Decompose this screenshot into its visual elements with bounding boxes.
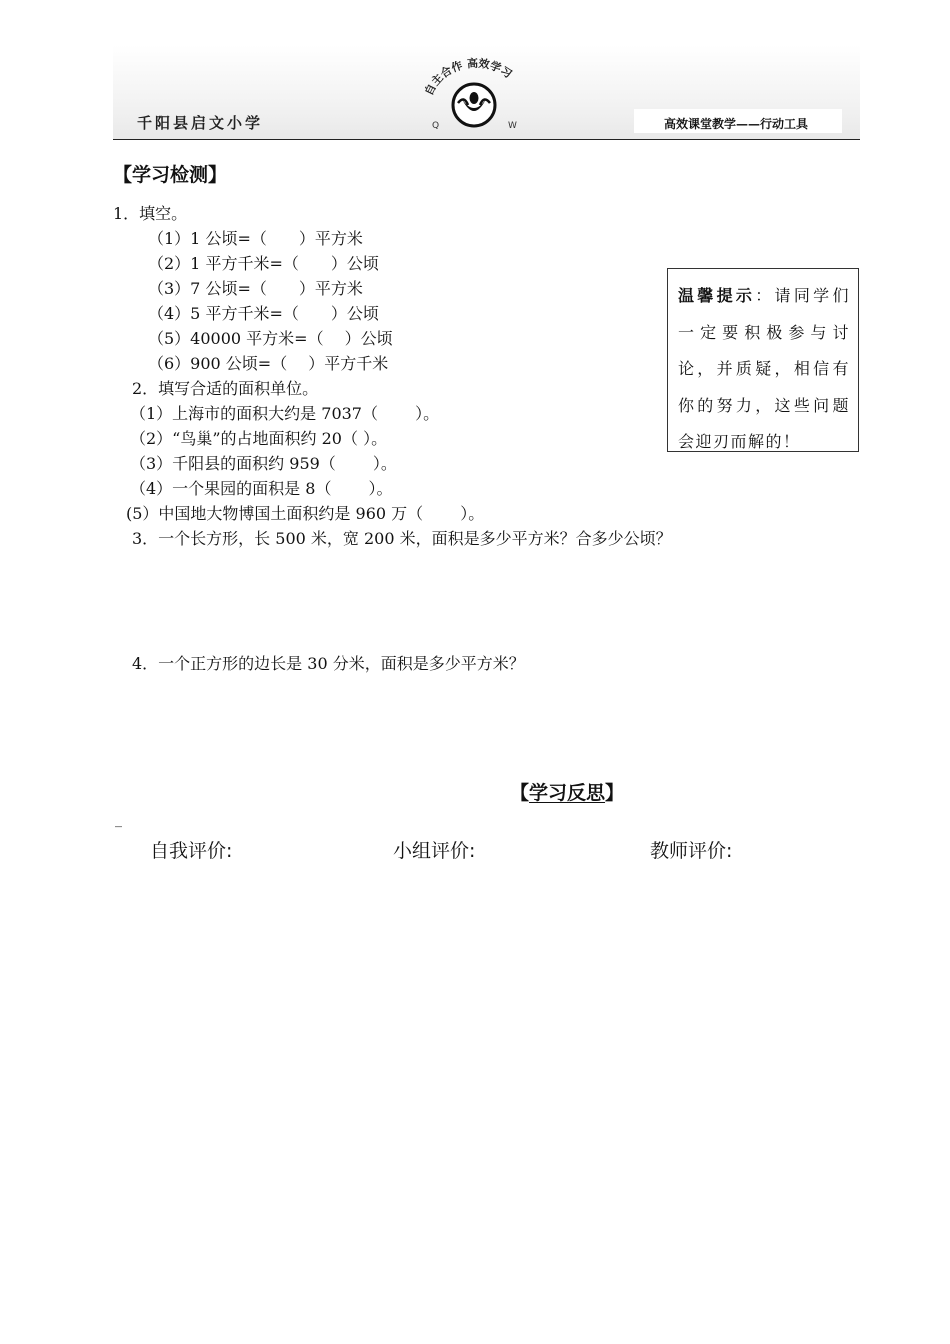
bracket-close: 】: [605, 782, 625, 804]
q2-item: （4）一个果园的面积是 8（ ）。: [130, 479, 393, 498]
section-title-reflection: [510, 778, 624, 805]
q2-item: （1）上海市的面积大约是 7037（ ）。: [130, 404, 440, 423]
teacher-evaluation-label: 教师评价:: [650, 840, 733, 862]
question-2-title: 2．填写合适的面积单位。: [132, 379, 319, 398]
tip-box: [667, 268, 859, 452]
q1-item: （1）1 公顷=（ ）平方米: [148, 229, 363, 248]
tip-label: 温馨提示: [678, 286, 756, 305]
q2-item: （2）“鸟巢”的占地面积约 20（ ）。: [130, 429, 388, 448]
question-3: 3．一个长方形，长 500 米，宽 200 米，面积是多少平方米？合多少公顷？: [132, 529, 672, 548]
q1-item: （6）900 公顷=（ ）平方千米: [148, 354, 389, 373]
q2-item: (5）中国地大物博国土面积约是 960 万（ ）。: [126, 504, 485, 523]
logo-motto: 自主合作 高效学习: [422, 56, 515, 98]
stray-underscore: _: [115, 812, 122, 828]
bracket-open: 【: [510, 782, 530, 804]
q2-item: （3）千阳县的面积约 959（ ）。: [130, 454, 397, 473]
q1-item: （3）7 公顷=（ ）平方米: [148, 279, 363, 298]
header-slogan: 高效课堂教学——行动工具: [634, 109, 842, 133]
q1-item: （4）5 平方千米=（ ）公顷: [148, 304, 379, 323]
logo-letter-q: Q: [432, 121, 440, 131]
school-logo: [410, 55, 540, 135]
q1-item: （2）1 平方千米=（ ）公顷: [148, 254, 379, 273]
logo-emblem-icon: [410, 55, 540, 135]
question-4: 4．一个正方形的边长是 30 分米，面积是多少平方米？: [132, 654, 525, 673]
reflection-title-text: 学习反思: [529, 782, 606, 804]
school-name: 千阳县启文小学: [137, 114, 264, 132]
logo-letter-w: W: [508, 121, 517, 131]
self-evaluation-label: 自我评价:: [150, 840, 233, 862]
section-title-test: 【学习检测】: [113, 164, 228, 186]
group-evaluation-label: 小组评价:: [393, 840, 476, 862]
question-1-title: 1．填空。: [113, 204, 188, 223]
tip-text: ：请同学们一定要积极参与讨论，并质疑，相信有你的努力，这些问题会迎刃而解的！: [678, 286, 850, 451]
q1-item: （5）40000 平方米=（ ）公顷: [148, 329, 393, 348]
